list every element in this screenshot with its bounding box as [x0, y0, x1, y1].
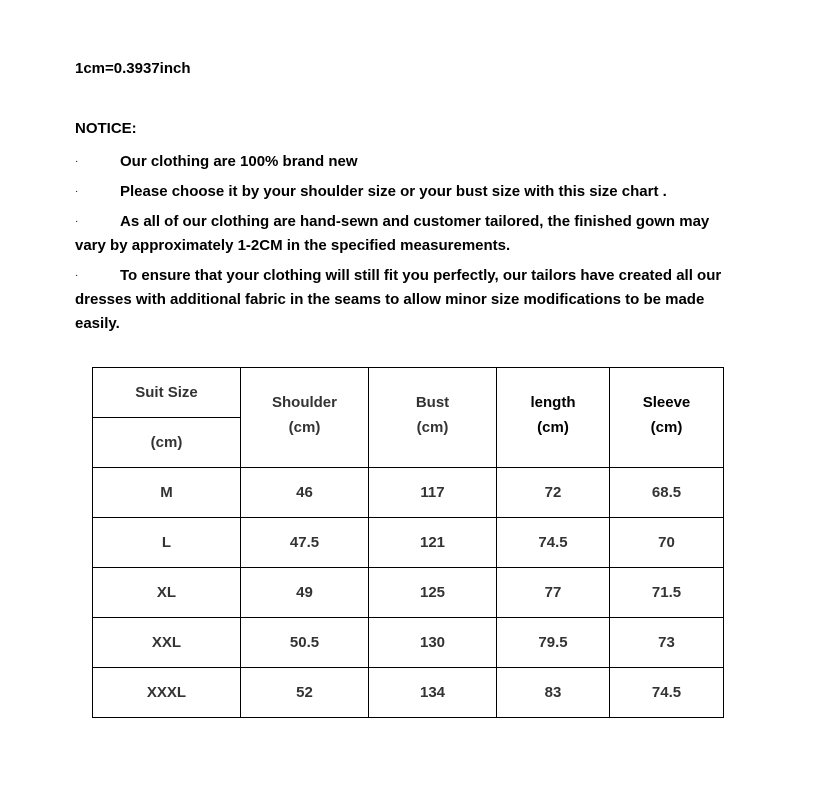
cell-sleeve: 68.5	[610, 468, 724, 518]
cell-size: XL	[93, 568, 241, 618]
notice-item	[75, 210, 740, 258]
bullet-icon: ·	[75, 270, 79, 281]
notice-heading: NOTICE:	[75, 120, 137, 137]
header-bust	[369, 368, 497, 468]
table-header-row	[93, 368, 724, 418]
cell-shoulder: 50.5	[241, 618, 369, 668]
table-row	[93, 468, 724, 518]
cell-bust: 134	[369, 668, 497, 718]
header-unit: (cm)	[288, 418, 321, 436]
cell-bust: 121	[369, 518, 497, 568]
header-label: Shoulder	[271, 393, 337, 411]
table-row	[93, 668, 724, 718]
notice-item-text: Please choose it by your shoulder size or your bust size with this size chart .	[120, 183, 667, 200]
notice-list	[75, 150, 740, 342]
header-shoulder	[241, 368, 369, 468]
cell-shoulder: 52	[241, 668, 369, 718]
cell-sleeve: 71.5	[610, 568, 724, 618]
cell-size: M	[93, 468, 241, 518]
header-label: length	[530, 393, 576, 411]
cell-sleeve: 74.5	[610, 668, 724, 718]
header-label: Bust	[415, 393, 450, 411]
header-label: Sleeve	[642, 393, 691, 411]
header-unit: (cm)	[650, 418, 683, 436]
cell-shoulder: 46	[241, 468, 369, 518]
cell-bust: 130	[369, 618, 497, 668]
cell-size: L	[93, 518, 241, 568]
cell-length: 79.5	[497, 618, 610, 668]
bullet-icon: ·	[75, 156, 79, 167]
cell-sleeve: 73	[610, 618, 724, 668]
notice-item	[75, 180, 740, 204]
bullet-icon: ·	[75, 216, 79, 227]
notice-item-text: To ensure that your clothing will still fit you perfectly, our tailors have created all our dresses with additional fabric in the seams to allow minor size modifications to be made easily.	[75, 267, 722, 332]
size-chart-table	[92, 367, 724, 718]
header-unit: (cm)	[537, 418, 569, 436]
cell-shoulder: 49	[241, 568, 369, 618]
notice-item-text: Our clothing are 100% brand new	[120, 153, 358, 170]
bullet-icon: ·	[75, 186, 79, 197]
notice-item	[75, 150, 740, 174]
cell-length: 74.5	[497, 518, 610, 568]
cell-shoulder: 47.5	[241, 518, 369, 568]
header-sleeve	[610, 368, 724, 468]
table-row	[93, 618, 724, 668]
cell-sleeve: 70	[610, 518, 724, 568]
table-row	[93, 568, 724, 618]
cell-length: 83	[497, 668, 610, 718]
unit-conversion-note: 1cm=0.3937inch	[75, 60, 191, 77]
header-suit-size: Suit Size	[93, 368, 241, 418]
header-unit: (cm)	[416, 418, 449, 436]
notice-item	[75, 264, 740, 336]
header-length	[497, 368, 610, 468]
cell-length: 72	[497, 468, 610, 518]
cell-length: 77	[497, 568, 610, 618]
table-row	[93, 518, 724, 568]
cell-size: XXL	[93, 618, 241, 668]
cell-size: XXXL	[93, 668, 241, 718]
notice-item-text: As all of our clothing are hand-sewn and customer tailored, the finished gown may vary by approximately 1-2CM in the specified measurements.	[75, 213, 710, 254]
cell-bust: 117	[369, 468, 497, 518]
cell-bust: 125	[369, 568, 497, 618]
header-suit-size-unit: (cm)	[93, 418, 241, 468]
